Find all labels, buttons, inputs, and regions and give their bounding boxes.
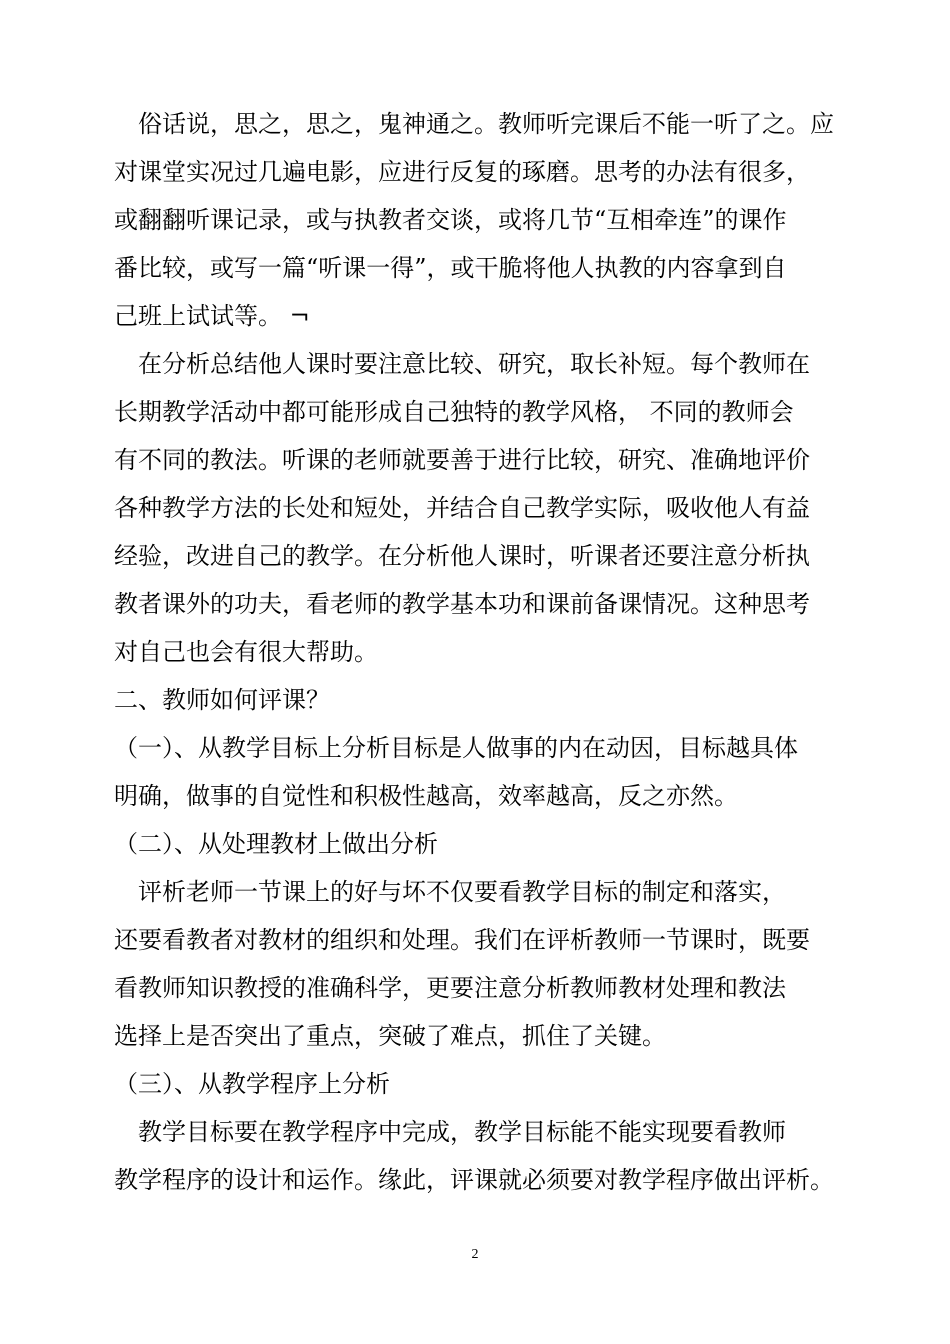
subsection-1-line-2: 明确，做事的自觉性和积极性越高，效率越高，反之亦然。	[114, 782, 738, 810]
paragraph-3-line-1: 评析老师一节课上的好与坏不仅要看教学目标的制定和落实，	[114, 878, 786, 906]
subsection-heading-2: （二）、从处理教材上做出分析	[114, 830, 438, 858]
subsection-1-line-1: （一）、从教学目标上分析目标是人做事的内在动因，目标越具体	[114, 734, 798, 762]
paragraph-4-line-2: 教学程序的设计和运作。缘此，评课就必须要对教学程序做出评析。	[114, 1166, 834, 1194]
paragraph-4-line-1: 教学目标要在教学程序中完成，教学目标能不能实现要看教师	[114, 1118, 786, 1146]
paragraph-2-line-2: 长期教学活动中都可能形成自己独特的教学风格， 不同的教师会	[114, 398, 794, 426]
document-body	[114, 100, 838, 1204]
paragraph-1-line-1: 俗话说，思之，思之，鬼神通之。教师听完课后不能一听了之。应	[114, 110, 834, 138]
paragraph-1-line-3: 或翻翻听课记录，或与执教者交谈，或将几节“互相牵连”的课作	[114, 206, 787, 234]
paragraph-2-line-3: 有不同的教法。听课的老师就要善于进行比较，研究、准确地评价	[114, 446, 810, 474]
paragraph-3-line-2: 还要看教者对教材的组织和处理。我们在评析教师一节课时，既要	[114, 926, 810, 954]
paragraph-1-line-5: 己班上试试等。 ¬	[114, 302, 310, 330]
page-number: 2	[471, 1247, 479, 1262]
section-heading-2: 二、教师如何评课？	[114, 686, 330, 714]
paragraph-3-line-3: 看教师知识教授的准确科学，更要注意分析教师教材处理和教法	[114, 974, 786, 1002]
paragraph-2-line-5: 经验，改进自己的教学。在分析他人课时，听课者还要注意分析执	[114, 542, 810, 570]
paragraph-2-line-6: 教者课外的功夫，看老师的教学基本功和课前备课情况。这种思考	[114, 590, 810, 618]
subsection-heading-3: （三）、从教学程序上分析	[114, 1070, 390, 1098]
paragraph-2-line-4: 各种教学方法的长处和短处，并结合自己教学实际，吸收他人有益	[114, 494, 810, 522]
paragraph-2-line-1: 在分析总结他人课时要注意比较、研究，取长补短。每个教师在	[114, 350, 810, 378]
paragraph-3-line-4: 选择上是否突出了重点，突破了难点，抓住了关键。	[114, 1022, 666, 1050]
paragraph-1-line-4: 番比较，或写一篇“听课一得”，或干脆将他人执教的内容拿到自	[114, 254, 787, 282]
paragraph-1-line-2: 对课堂实况过几遍电影，应进行反复的琢磨。思考的办法有很多，	[114, 158, 810, 186]
paragraph-2-line-7: 对自己也会有很大帮助。	[114, 638, 378, 666]
